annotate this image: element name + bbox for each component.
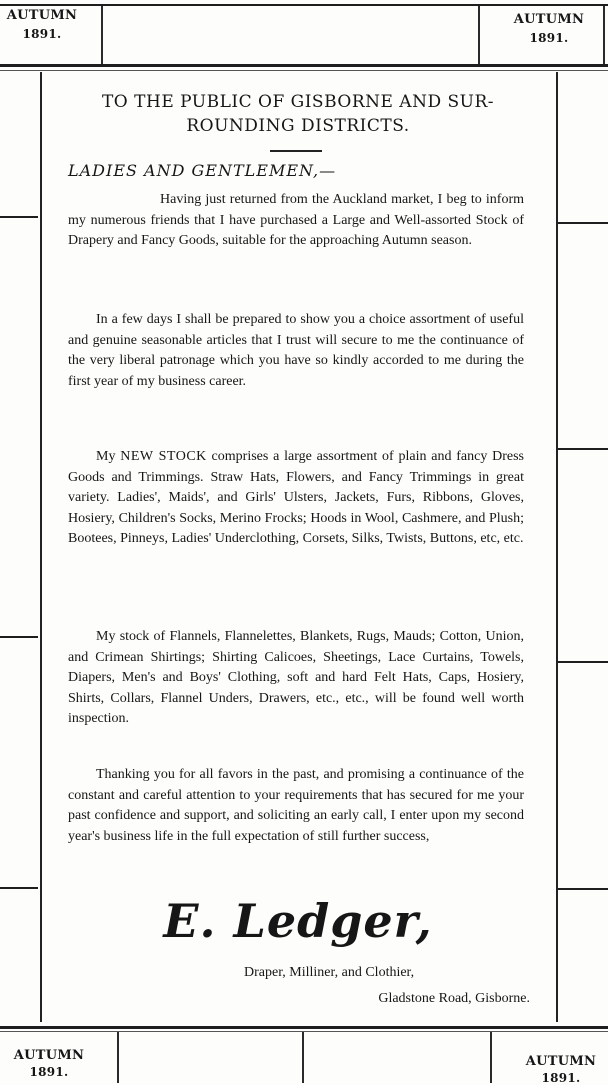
paragraph-3-lead: My: [96, 449, 121, 464]
paragraph-1: [68, 190, 524, 252]
right-margin-rule-3: [556, 661, 608, 663]
top-rule-lower: [0, 64, 608, 67]
corner-year: 1891.: [22, 27, 62, 41]
paragraph-5-text: Thanking you for all favors in the past, and promising a continuance of the constant and careful attention to your requirements that has secured for me your past confidence and support, and soliciting an early call, I enter upon my second year's business life in the full expectation of still further success,: [68, 767, 524, 844]
paragraph-2: [68, 310, 524, 392]
signature-name: E. Ledger,: [163, 894, 433, 948]
corner-label-bottom-left: [8, 1046, 90, 1079]
corner-season: AUTUMN: [513, 12, 585, 27]
paragraph-3: [68, 447, 524, 550]
business-address: Gladstone Road, Gisborne.: [378, 991, 530, 1006]
top-divider-right: [478, 6, 480, 64]
bottom-divider-1: [117, 1032, 119, 1083]
heading-line-1: TO THE PUBLIC OF GISBORNE AND SUR-: [101, 92, 495, 112]
paragraph-1-text: Having just returned from the Auckland market, I beg to inform my numerous friends that I have purchased a Large and Well-assorted Stock of Drapery and Fancy Goods, suitable for the approaching Autumn season.: [68, 192, 524, 249]
bottom-rule-upper: [0, 1026, 608, 1029]
paragraph-5: [68, 765, 524, 847]
corner-label-top-left: [2, 6, 82, 44]
corner-season: AUTUMN: [525, 1054, 597, 1069]
corner-season: AUTUMN: [6, 8, 78, 23]
left-margin-rule-1: [0, 216, 38, 218]
corner-year: 1891.: [529, 31, 569, 45]
left-margin-rule-3: [0, 887, 38, 889]
paragraph-3-text: comprises a large assortment of plain and fancy Dress Goods and Trimmings. Straw Hats, Flowers, and Fancy Trimmings in great variety. Ladies', Maids', and Girls' Ulsters, Jackets, Furs, Ribbons, Gloves, Hosiery, Children's Socks, Merino Frocks; Hoods in Wool, Cashmere, and Plush; Bootees, Pinneys, Ladies' Underclothing, Corsets, Silks, Twists, Buttons, etc, etc.: [68, 449, 524, 547]
corner-year: 1891.: [29, 1065, 69, 1079]
left-margin-rule-2: [0, 636, 38, 638]
heading-line-2: ROUNDING DISTRICTS.: [186, 116, 410, 136]
right-margin-rule-1: [556, 222, 608, 224]
top-divider-far-right: [603, 6, 605, 64]
corner-year: 1891.: [541, 1071, 581, 1085]
paragraph-2-text: In a few days I shall be prepared to show you a choice assortment of useful and genuine seasonable articles that I trust will secure to me the continuance of the very liberal patronage which you have so kindly accorded to me during the first year of my business career.: [68, 312, 524, 389]
right-margin-rule-4: [556, 888, 608, 890]
bottom-rule-lower: [0, 1031, 608, 1032]
paragraph-4-text: My stock of Flannels, Flannelettes, Blankets, Rugs, Mauds; Cotton, Union, and Crimean Shirtings; Shirting Calicoes, Sheetings, Lace Curtains, Towels, Diapers, Men's and Boys' Clothing, soft and hard Felt Hats, Caps, Hosiery, Shirts, Collars, Flannel Unders, Drawers, etc., etc., will be found well worth inspection.: [68, 629, 524, 727]
corner-season: AUTUMN: [13, 1048, 85, 1063]
advert-heading: [40, 90, 556, 138]
bottom-divider-2: [302, 1032, 304, 1083]
top-rule-lower-thin: [0, 70, 608, 71]
trade-description: Draper, Milliner, and Clothier,: [244, 965, 415, 980]
corner-label-bottom-right: [516, 1052, 606, 1085]
salutation: LADIES AND GENTLEMEN,—: [68, 161, 337, 180]
top-divider-left: [101, 6, 103, 64]
top-rule-upper: [0, 4, 608, 6]
heading-rule: [270, 150, 322, 152]
right-margin-rule-2: [556, 448, 608, 450]
paragraph-4: [68, 627, 524, 730]
corner-label-top-right: [506, 10, 592, 48]
new-stock-emphasis: NEW STOCK: [120, 449, 207, 464]
bottom-divider-3: [490, 1032, 492, 1083]
